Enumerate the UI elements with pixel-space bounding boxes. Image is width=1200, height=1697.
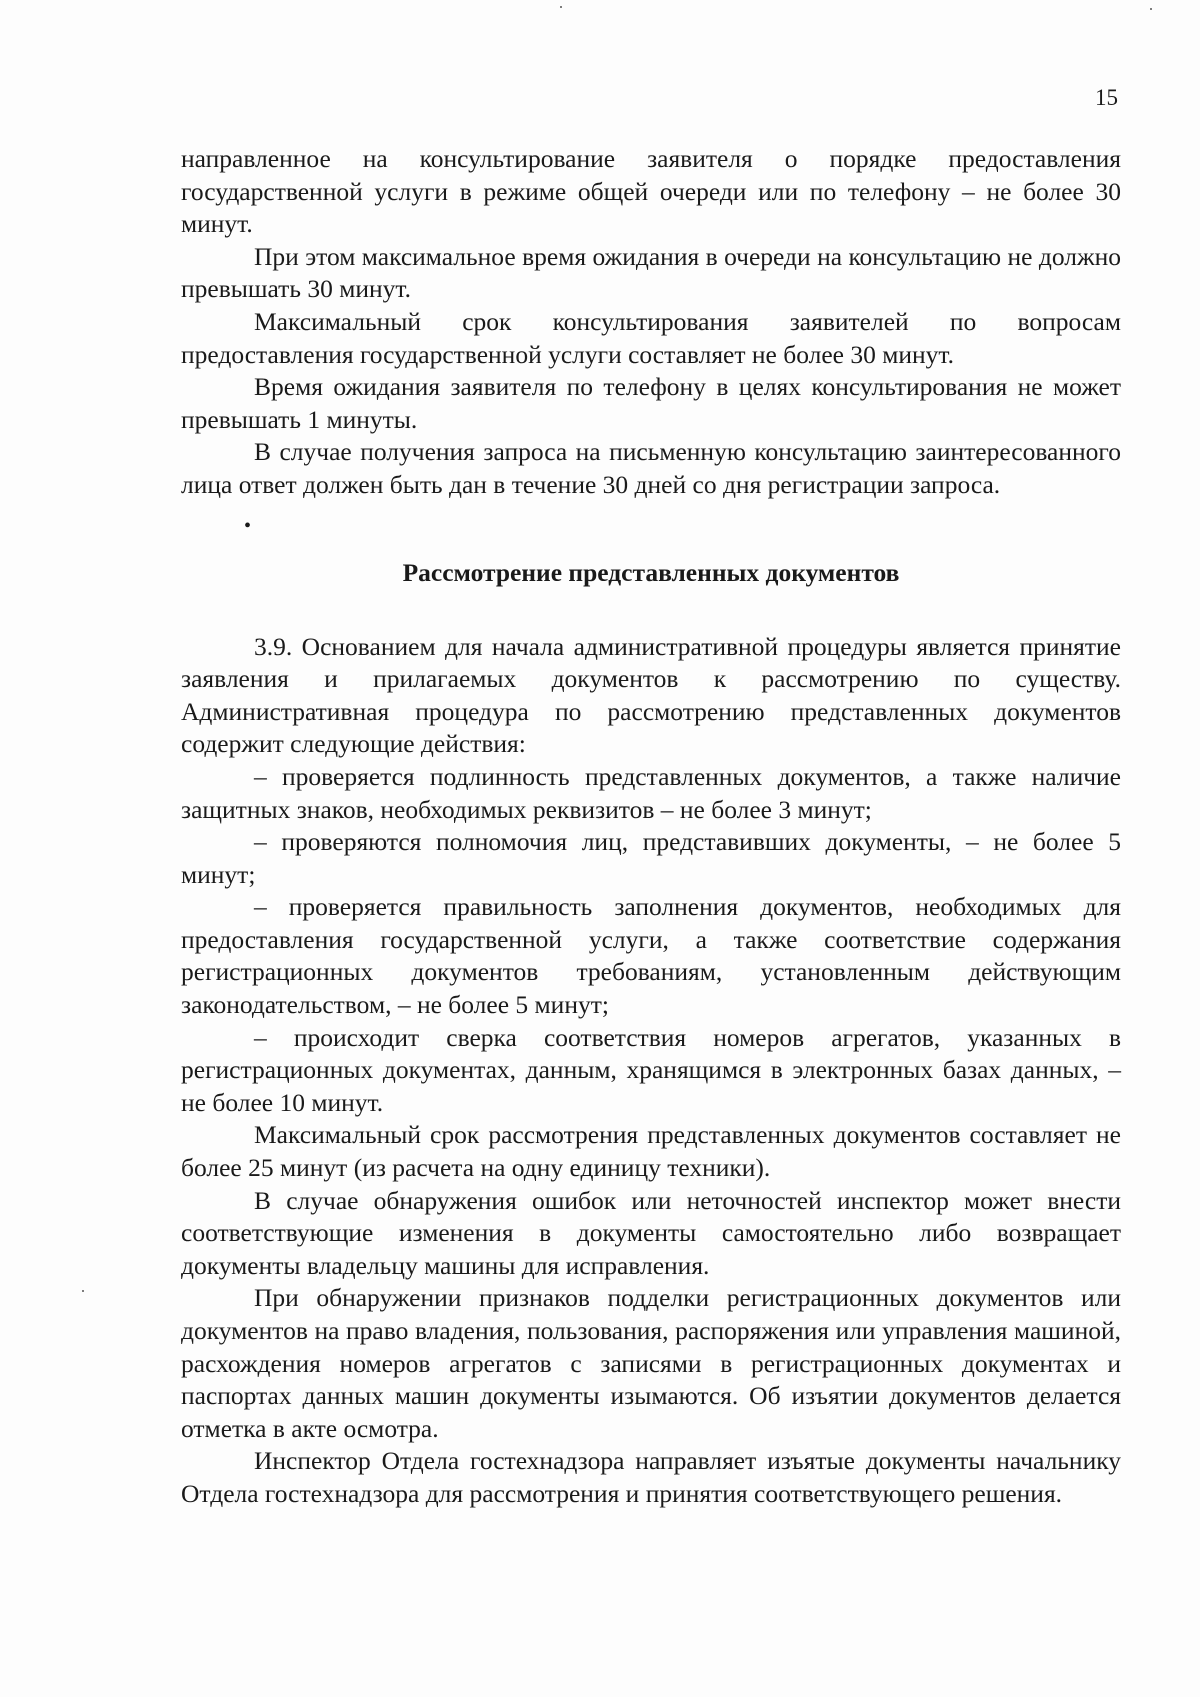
paragraph-forgery-signs: При обнаружении признаков подделки регистрационных документов или документов на право владения, пользования, распоряжения или управления машиной, расхождения номеров агрегатов с записями в регистрационных документах и паспортах данных машин документы изымаются. Об изъятии документов делается отметка в акте осмотра. bbox=[181, 1283, 1121, 1443]
paragraph-phone-wait: Время ожидания заявителя по телефону в целях консультирования не может превышать 1 минуты. bbox=[181, 372, 1121, 434]
bullet-dot: • bbox=[244, 514, 252, 537]
list-item-completion-check: – проверяется правильность заполнения документов, необходимых для предоставления государственной услуги, а также соответствие содержания регистрационных документов требованиям, установленным действующим законодательством, – не более 5 минут; bbox=[181, 892, 1121, 1020]
paragraph-continuation: направленное на консультирование заявителя о порядке предоставления государственной услуги в режиме общей очереди или по телефону – не более 30 минут. bbox=[181, 144, 1121, 239]
scan-speck-left bbox=[82, 1290, 84, 1292]
list-item-authenticity-check: – проверяется подлинность представленных документов, а также наличие защитных знаков, необходимых реквизитов – не более 3 минут; bbox=[181, 761, 1121, 824]
paragraph-written-request: В случае получения запроса на письменную консультацию заинтересованного лица ответ должен быть дан в течение 30 дней со дня регистрации запроса. bbox=[181, 437, 1121, 499]
document-body bbox=[181, 143, 1121, 1511]
paragraph-errors-found: В случае обнаружения ошибок или неточностей инспектор может внести соответствующие изменения в документы самостоятельно либо возвращает документы владельцу машины для исправления. bbox=[181, 1185, 1121, 1280]
paragraph-procedure-basis: 3.9. Основанием для начала административной процедуры является принятие заявления и прилагаемых документов к рассмотрению по существу. Административная процедура по рассмотрению представленных документов содержит следующие действия: bbox=[181, 631, 1121, 759]
scan-speck-right bbox=[1150, 8, 1152, 10]
paragraph-consultation-term: Максимальный срок консультирования заявителей по вопросам предоставления государственной услуги составляет не более 30 минут. bbox=[181, 306, 1121, 369]
page-number: 15 bbox=[1095, 85, 1118, 110]
paragraph-queue-wait: При этом максимальное время ожидания в очереди на консультацию не должно превышать 30 минут. bbox=[181, 241, 1121, 304]
paragraph-inspector-forwarding: Инспектор Отдела гостехнадзора направляет изъятые документы начальнику Отдела гостехнадзора для рассмотрения и принятия соответствующего решения. bbox=[181, 1446, 1121, 1508]
list-item-authority-check: – проверяются полномочия лиц, представивших документы, – не более 5 минут; bbox=[181, 827, 1121, 889]
section-heading: Рассмотрение представленных документов bbox=[402, 557, 900, 587]
stray-bullet-mark bbox=[181, 502, 1121, 557]
paragraph-review-term: Максимальный срок рассмотрения представленных документов составляет не более 25 минут (из расчета на одну единицу техники). bbox=[181, 1120, 1121, 1183]
list-item-unit-number-check: – происходит сверка соответствия номеров агрегатов, указанных в регистрационных документах, данным, хранящимся в электронных базах данных, – не более 10 минут. bbox=[181, 1022, 1121, 1117]
scan-speck-top bbox=[560, 6, 562, 8]
